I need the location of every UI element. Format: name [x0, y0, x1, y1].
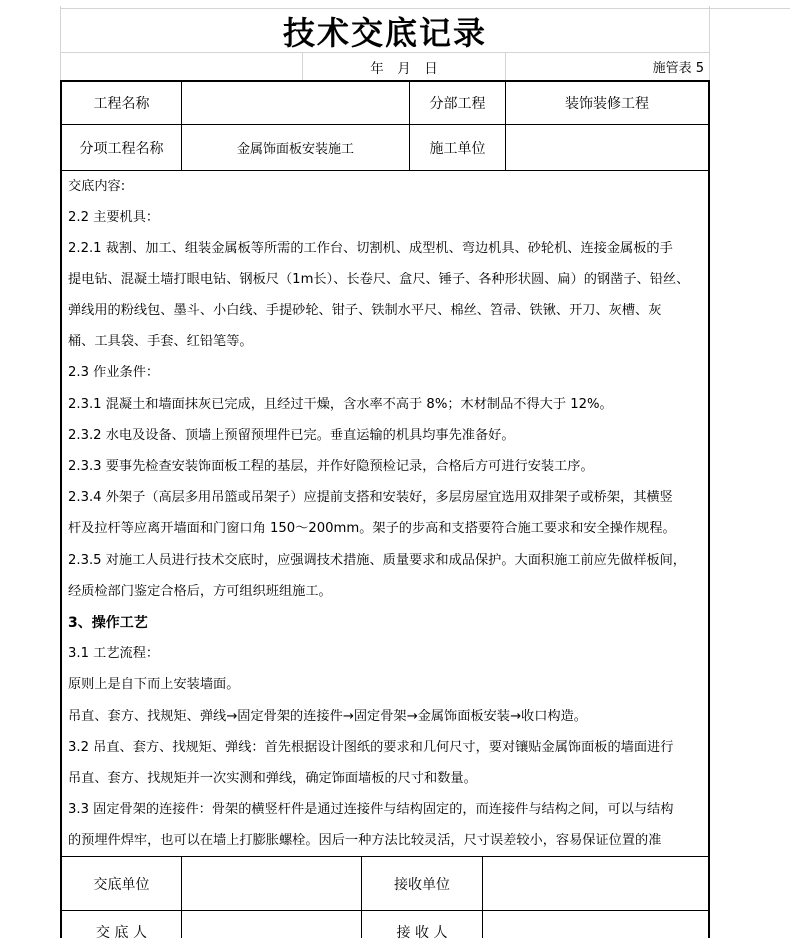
section-heading: 3、操作工艺: [68, 615, 148, 631]
content-line: 吊直、套方、找规矩并一次实测和弹线，确定饰面墙板的尺寸和数量。: [68, 771, 477, 786]
handover-unit-value[interactable]: [182, 857, 361, 910]
content-line: 2.3.3 要事先检查安装饰面板工程的基层，并作好隐预检记录，合格后方可进行安装工序。: [68, 459, 594, 474]
table-border: [60, 170, 710, 171]
content-line: 2.2 主要机具：: [68, 210, 160, 225]
content-line: 提电钻、混凝土墙打眼电钻、钢板尺（1m长）、长卷尺、盒尺、锤子、各种形状圆、扁）的钢凿子、铅丝、: [68, 272, 690, 287]
content-line: 2.3.4 外架子（高层多用吊篮或吊架子）应提前支搭和安装好，多层房屋宜选用双排架子或桥架，其横竖: [68, 490, 673, 505]
date-label: 年 月 日: [370, 60, 438, 77]
table-border: [60, 80, 62, 938]
content-line: 原则上是自下而上安装墙面。: [68, 677, 240, 692]
contractor-value[interactable]: [506, 125, 708, 170]
content-line: 2.3.5 对施工人员进行技术交底时，应强调技术措施、质量要求和成品保护。大面积施工前应先做样板间，: [68, 553, 686, 568]
project-name-value[interactable]: [182, 82, 409, 124]
division-value[interactable]: 装饰装修工程: [565, 96, 649, 112]
content-line: 3.3 固定骨架的连接件：骨架的横竖杆件是通过连接件与结构固定的，而连接件与结构之间，可以与结构: [68, 802, 674, 817]
table-border: [708, 80, 710, 938]
project-name-label: 工程名称: [93, 96, 150, 112]
content-line: 2.3.1 混凝土和墙面抹灰已完成，且经过干燥，含水率不高于 8%；木材制品不得大于 12%。: [68, 397, 613, 412]
division-label: 分部工程: [429, 96, 486, 112]
subproject-value[interactable]: 金属饰面板安装施工: [236, 142, 354, 157]
content-line: 弹线用的粉线包、墨斗、小白线、手提砂轮、钳子、铁制水平尺、棉丝、笤帚、铁锹、开刀、灰槽、灰: [68, 303, 662, 318]
content-line: 经质检部门鉴定合格后，方可组织班组施工。: [68, 584, 332, 599]
contractor-label: 施工单位: [429, 140, 486, 157]
form-number: 施管表 5: [652, 61, 704, 76]
subproject-label: 分项工程名称: [79, 140, 164, 157]
handover-person-label: 交 底 人: [96, 925, 147, 941]
content-line: 杆及拉杆等应离开墙面和门窗口角 150～200mm。架子的步高和支搭要符合施工要求和安全操作规程。: [68, 521, 676, 536]
receiving-unit-label: 接收单位: [394, 876, 450, 893]
receiver-label: 接 收 人: [396, 925, 448, 941]
content-line: 3.1 工艺流程：: [68, 646, 160, 661]
content-line: 2.3 作业条件：: [68, 365, 160, 380]
document-title: 技术交底记录: [282, 13, 487, 52]
handover-unit-label: 交底单位: [93, 876, 150, 893]
content-line: 吊直、套方、找规矩、弹线→固定骨架的连接件→固定骨架→金属饰面板安装→收口构造。: [68, 709, 587, 724]
content-line: 3.2 吊直、套方、找规矩、弹线：首先根据设计图纸的要求和几何尺寸，要对镶贴金属饰面板的墙面进行: [68, 740, 674, 755]
content-line: 2.2.1 裁割、加工、组装金属板等所需的工作台、切割机、成型机、弯边机具、砂轮机、连接金属板的手: [68, 241, 673, 256]
content-line: 桶、工具袋、手套、红铅笔等。: [68, 334, 253, 349]
content-line: 交底内容:: [68, 179, 126, 194]
content-line: 2.3.2 水电及设备、顶墙上预留预埋件已完。垂直运输的机具均事先准备好。: [68, 428, 515, 443]
content-line: 的预埋件焊牢，也可以在墙上打膨胀螺栓。因后一种方法比较灵活，尺寸误差较小，容易保证位置的准: [68, 833, 662, 848]
table-border: [60, 910, 710, 911]
receiving-unit-value[interactable]: [483, 857, 708, 910]
gridline: [709, 8, 790, 9]
